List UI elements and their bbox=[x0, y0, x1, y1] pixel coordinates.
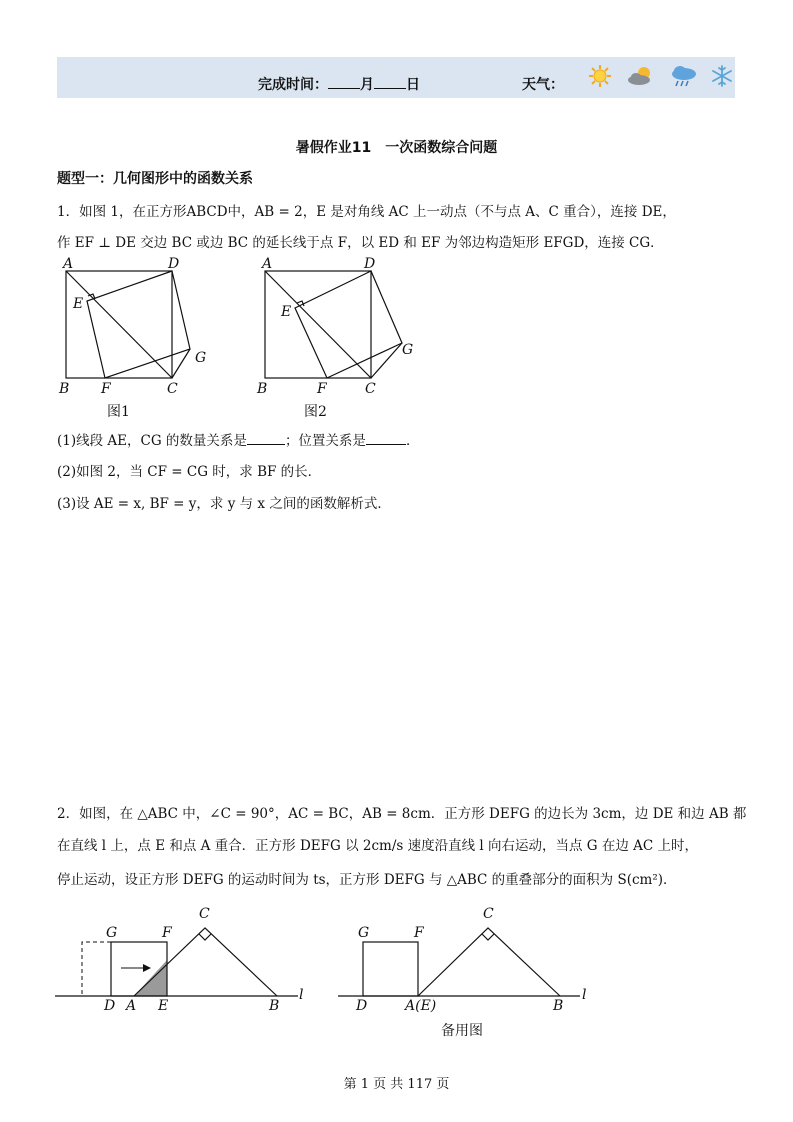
fig2-caption: 图2 bbox=[304, 404, 327, 420]
q1-line-1: 1．如图 1，在正方形ABCD中，AB = 2，E 是对角线 AC 上一动点（不与点 A、C 重合），连接 DE， bbox=[57, 204, 676, 220]
fig2-label-F: F bbox=[317, 381, 327, 397]
fig4-label-G: G bbox=[358, 925, 370, 941]
q1-sub-3: (3)设 AE = x, BF = y，求 y 与 x 之间的函数解析式． bbox=[57, 496, 391, 512]
figure-3 bbox=[55, 920, 315, 1010]
fig3-label-D: D bbox=[104, 998, 116, 1014]
fig3-label-G: G bbox=[106, 925, 118, 941]
fig3-label-B: B bbox=[269, 998, 280, 1014]
fig1-label-F: F bbox=[101, 381, 111, 397]
rain-icon bbox=[670, 64, 698, 90]
section-heading: 题型一：几何图形中的函数关系 bbox=[57, 171, 253, 187]
completion-time: 完成时间： 月 日 bbox=[258, 74, 420, 94]
fig1-label-B: B bbox=[59, 381, 70, 397]
snowflake-icon bbox=[710, 64, 734, 88]
figure-4-backup bbox=[338, 920, 598, 1010]
q2-line-3: 停止运动，设正方形 DEFG 的运动时间为 ts，正方形 DEFG 与 △ABC 的重叠部分的面积为 S(cm²)． bbox=[57, 872, 677, 888]
fig4-label-AE: A(E) bbox=[405, 998, 437, 1014]
fig3-label-A: A bbox=[126, 998, 137, 1014]
month-blank bbox=[328, 74, 360, 89]
page-title: 暑假作业11 一次函数综合问题 bbox=[295, 140, 498, 156]
fig3-label-E: E bbox=[158, 998, 169, 1014]
fig2-label-E: E bbox=[281, 304, 292, 320]
sun-icon bbox=[588, 64, 612, 88]
fig4-label-D: D bbox=[356, 998, 368, 1014]
answer-blank-1[interactable] bbox=[247, 430, 285, 445]
fig4-label-l: l bbox=[582, 987, 587, 1003]
fig2-label-C: C bbox=[365, 381, 376, 397]
fig1-caption: 图1 bbox=[107, 404, 130, 420]
fig1-label-E: E bbox=[73, 296, 84, 312]
fig2-label-B: B bbox=[257, 381, 268, 397]
q1-sub-1: (1)线段 AE，CG 的数量关系是 ；位置关系是 ． bbox=[57, 429, 419, 449]
figure-1 bbox=[55, 258, 215, 398]
fig3-label-l: l bbox=[299, 987, 304, 1003]
backup-caption: 备用图 bbox=[441, 1023, 483, 1039]
fig4-label-B: B bbox=[553, 998, 564, 1014]
page-footer: 第 1 页 共 117 页 bbox=[343, 1077, 450, 1092]
q2-line-2: 在直线 l 上，点 E 和点 A 重合．正方形 DEFG 以 2cm/s 速度沿直线 l 向右运动，当点 G 在边 AC 上时， bbox=[57, 838, 699, 854]
partly-cloudy-icon bbox=[626, 64, 656, 88]
day-blank bbox=[374, 74, 406, 89]
fig3-label-F: F bbox=[162, 925, 172, 941]
q2-line-1: 2．如图，在 △ABC 中，∠C = 90°，AC = BC，AB = 8cm．正方形 DEFG 的边长为 3cm，边 DE 和边 AB 都 bbox=[57, 806, 747, 822]
fig1-label-C: C bbox=[167, 381, 178, 397]
fig3-label-C: C bbox=[199, 906, 210, 922]
fig1-label-G: G bbox=[195, 350, 207, 366]
fig4-label-C: C bbox=[483, 906, 494, 922]
fig2-label-G: G bbox=[402, 342, 414, 358]
answer-blank-2[interactable] bbox=[366, 430, 406, 445]
fig1-label-A: A bbox=[63, 256, 74, 272]
weather-label: 天气： bbox=[522, 77, 564, 93]
fig4-label-F: F bbox=[414, 925, 424, 941]
q1-sub-2: (2)如图 2，当 CF = CG 时，求 BF 的长． bbox=[57, 464, 322, 480]
q1-line-2: 作 EF ⊥ DE 交边 BC 或边 BC 的延长线于点 F，以 ED 和 EF 为邻边构造矩形 EFGD，连接 CG． bbox=[57, 235, 664, 251]
fig2-label-D: D bbox=[364, 256, 376, 272]
fig2-label-A: A bbox=[262, 256, 273, 272]
fig1-label-D: D bbox=[168, 256, 180, 272]
figure-2 bbox=[252, 258, 412, 398]
